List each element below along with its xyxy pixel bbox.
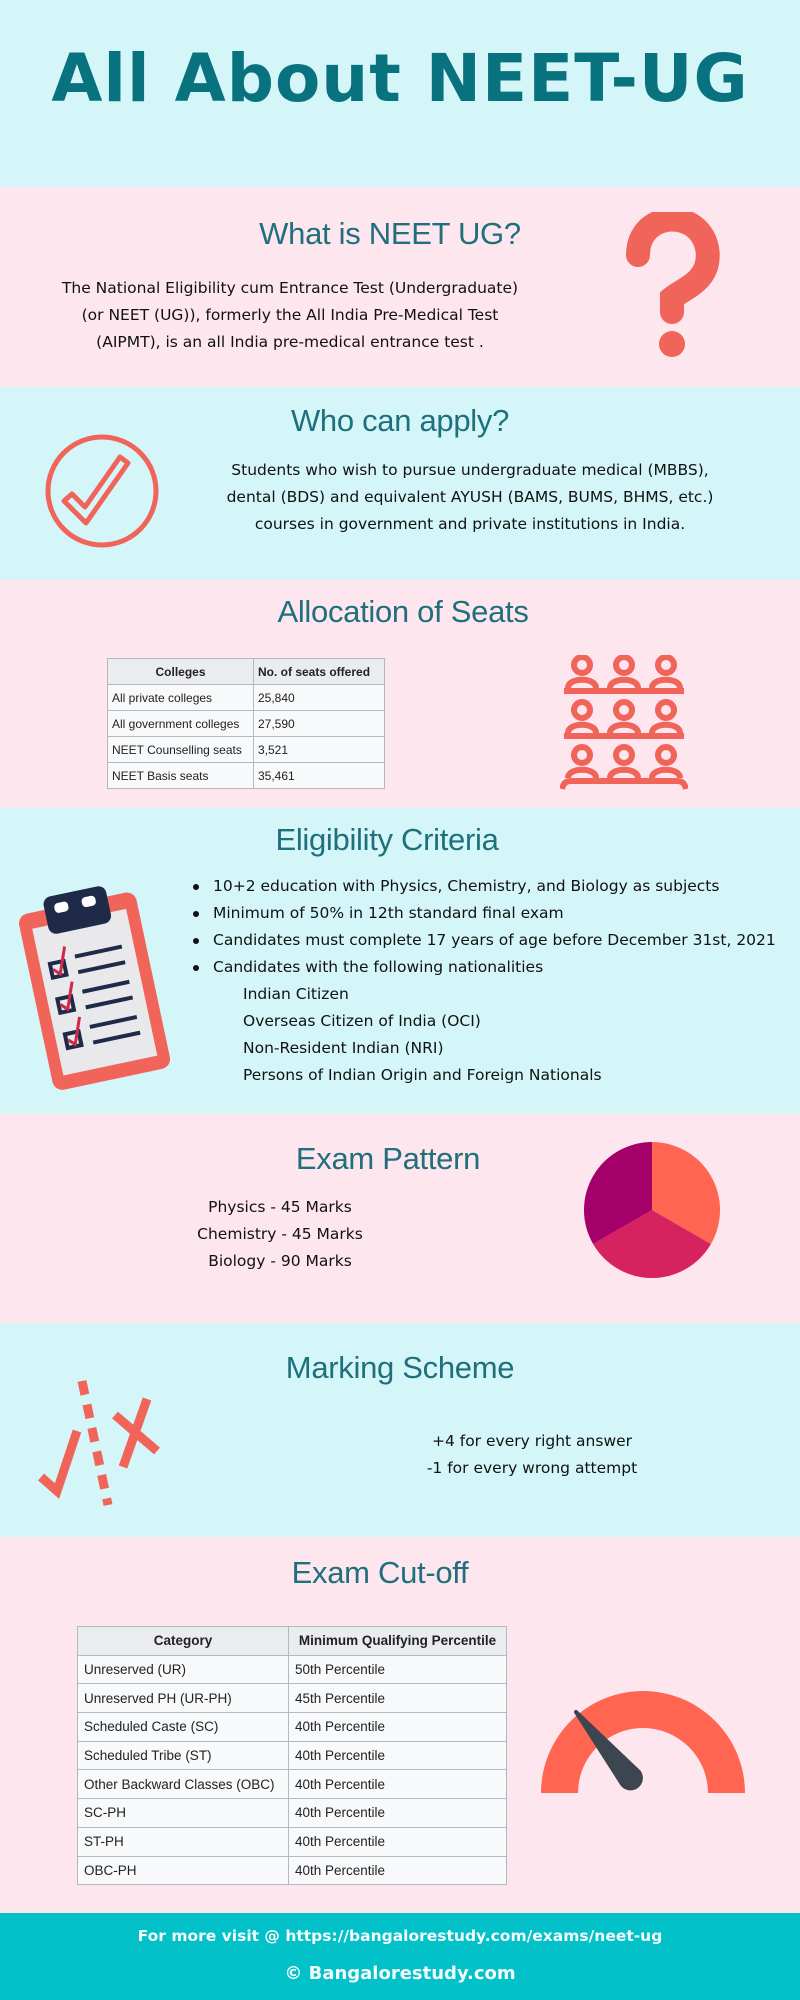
footer — [0, 1913, 800, 2000]
table-row — [108, 763, 385, 789]
column-header: No. of seats offered — [254, 659, 385, 685]
table-cell: SC-PH — [78, 1799, 289, 1828]
header-banner — [0, 0, 800, 187]
footer-visit-link[interactable]: For more visit @ https://bangalorestudy.com/exams/neet-ug — [137, 1927, 663, 1945]
seats-table — [107, 658, 385, 789]
section-heading: Allocation of Seats — [277, 594, 529, 629]
body-line: courses in government and private institutions in India. — [254, 515, 686, 533]
question-mark-icon — [620, 212, 720, 357]
table-row — [78, 1799, 507, 1828]
table-row — [78, 1827, 507, 1856]
list-item: 10+2 education with Physics, Chemistry, and Biology as subjects — [190, 873, 776, 900]
table-row — [108, 737, 385, 763]
table-cell: OBC-PH — [78, 1856, 289, 1885]
section-body — [180, 1194, 380, 1275]
section-seats — [0, 580, 800, 808]
table-row — [78, 1713, 507, 1742]
table-cell: All private colleges — [108, 685, 254, 711]
section-body — [200, 457, 740, 538]
body-line: dental (BDS) and equivalent AYUSH (BAMS, BUMS, BHMS, etc.) — [226, 488, 714, 506]
table-cell: 50th Percentile — [289, 1655, 507, 1684]
page-title: All About NEET-UG — [51, 40, 749, 117]
table-cell: 40th Percentile — [289, 1713, 507, 1742]
table-header-row — [78, 1627, 507, 1656]
section-body — [30, 275, 550, 356]
audience-seats-icon — [560, 655, 688, 790]
table-cell: 40th Percentile — [289, 1827, 507, 1856]
column-header: Category — [78, 1627, 289, 1656]
list-item: Candidates with the following nationalities — [190, 954, 776, 981]
section-heading: What is NEET UG? — [259, 216, 521, 251]
table-cell: 45th Percentile — [289, 1684, 507, 1713]
table-cell: Unreserved PH (UR-PH) — [78, 1684, 289, 1713]
section-exam-pattern — [0, 1114, 800, 1323]
table-row — [78, 1856, 507, 1885]
section-cutoff — [0, 1537, 800, 1913]
section-what-is — [0, 187, 800, 387]
table-cell: ST-PH — [78, 1827, 289, 1856]
table-header-row — [108, 659, 385, 685]
section-who-can-apply — [0, 387, 800, 580]
section-eligibility — [0, 808, 800, 1114]
body-line: (AIPMT), is an all India pre-medical entrance test . — [96, 333, 484, 351]
nationality-item: Indian Citizen — [243, 985, 349, 1003]
pie-chart-icon — [584, 1142, 720, 1278]
nationality-item: Overseas Citizen of India (OCI) — [243, 1012, 481, 1030]
table-cell: 35,461 — [254, 763, 385, 789]
section-heading: Who can apply? — [290, 403, 510, 438]
column-header: Colleges — [108, 659, 254, 685]
table-row — [78, 1741, 507, 1770]
table-cell: 40th Percentile — [289, 1770, 507, 1799]
section-heading: Exam Pattern — [295, 1141, 481, 1176]
section-heading: Exam Cut-off — [291, 1555, 469, 1590]
clipboard-checklist-icon — [12, 878, 187, 1093]
column-header: Minimum Qualifying Percentile — [289, 1627, 507, 1656]
check-circle-icon — [44, 433, 160, 549]
body-line: Biology - 90 Marks — [208, 1252, 352, 1270]
footer-copyright: © Bangalorestudy.com — [284, 1963, 516, 1984]
table-cell: 40th Percentile — [289, 1856, 507, 1885]
section-body — [382, 1428, 682, 1482]
nationality-item: Persons of Indian Origin and Foreign Nationals — [243, 1066, 602, 1084]
body-line: Students who wish to pursue undergraduate medical (MBBS), — [231, 461, 709, 479]
cutoff-table — [77, 1626, 507, 1885]
list-item: Candidates must complete 17 years of age before December 31st, 2021 — [190, 927, 776, 954]
body-line: +4 for every right answer — [431, 1432, 633, 1450]
body-line: Chemistry - 45 Marks — [197, 1225, 363, 1243]
table-cell: 25,840 — [254, 685, 385, 711]
table-cell: 40th Percentile — [289, 1741, 507, 1770]
table-row — [108, 685, 385, 711]
list-item: Minimum of 50% in 12th standard final exam — [190, 900, 776, 927]
table-row — [78, 1655, 507, 1684]
body-line: Physics - 45 Marks — [208, 1198, 352, 1216]
table-cell: 3,521 — [254, 737, 385, 763]
section-heading: Eligibility Criteria — [275, 822, 499, 857]
table-cell: Scheduled Tribe (ST) — [78, 1741, 289, 1770]
table-row — [78, 1770, 507, 1799]
table-cell: 27,590 — [254, 711, 385, 737]
body-line: -1 for every wrong attempt — [426, 1459, 638, 1477]
table-cell: Other Backward Classes (OBC) — [78, 1770, 289, 1799]
table-cell: Scheduled Caste (SC) — [78, 1713, 289, 1742]
table-cell: All government colleges — [108, 711, 254, 737]
table-cell: NEET Counselling seats — [108, 737, 254, 763]
check-cross-icon — [35, 1373, 170, 1508]
table-cell: NEET Basis seats — [108, 763, 254, 789]
section-heading: Marking Scheme — [285, 1350, 515, 1385]
gauge-meter-icon — [538, 1680, 748, 1796]
nationality-item: Non-Resident Indian (NRI) — [243, 1039, 444, 1057]
table-row — [108, 711, 385, 737]
table-row — [78, 1684, 507, 1713]
table-cell: 40th Percentile — [289, 1799, 507, 1828]
section-marking — [0, 1323, 800, 1537]
table-cell: Unreserved (UR) — [78, 1655, 289, 1684]
eligibility-list — [190, 873, 776, 1089]
body-line: The National Eligibility cum Entrance Test (Undergraduate) — [61, 279, 519, 297]
body-line: (or NEET (UG)), formerly the All India Pre-Medical Test — [81, 306, 499, 324]
